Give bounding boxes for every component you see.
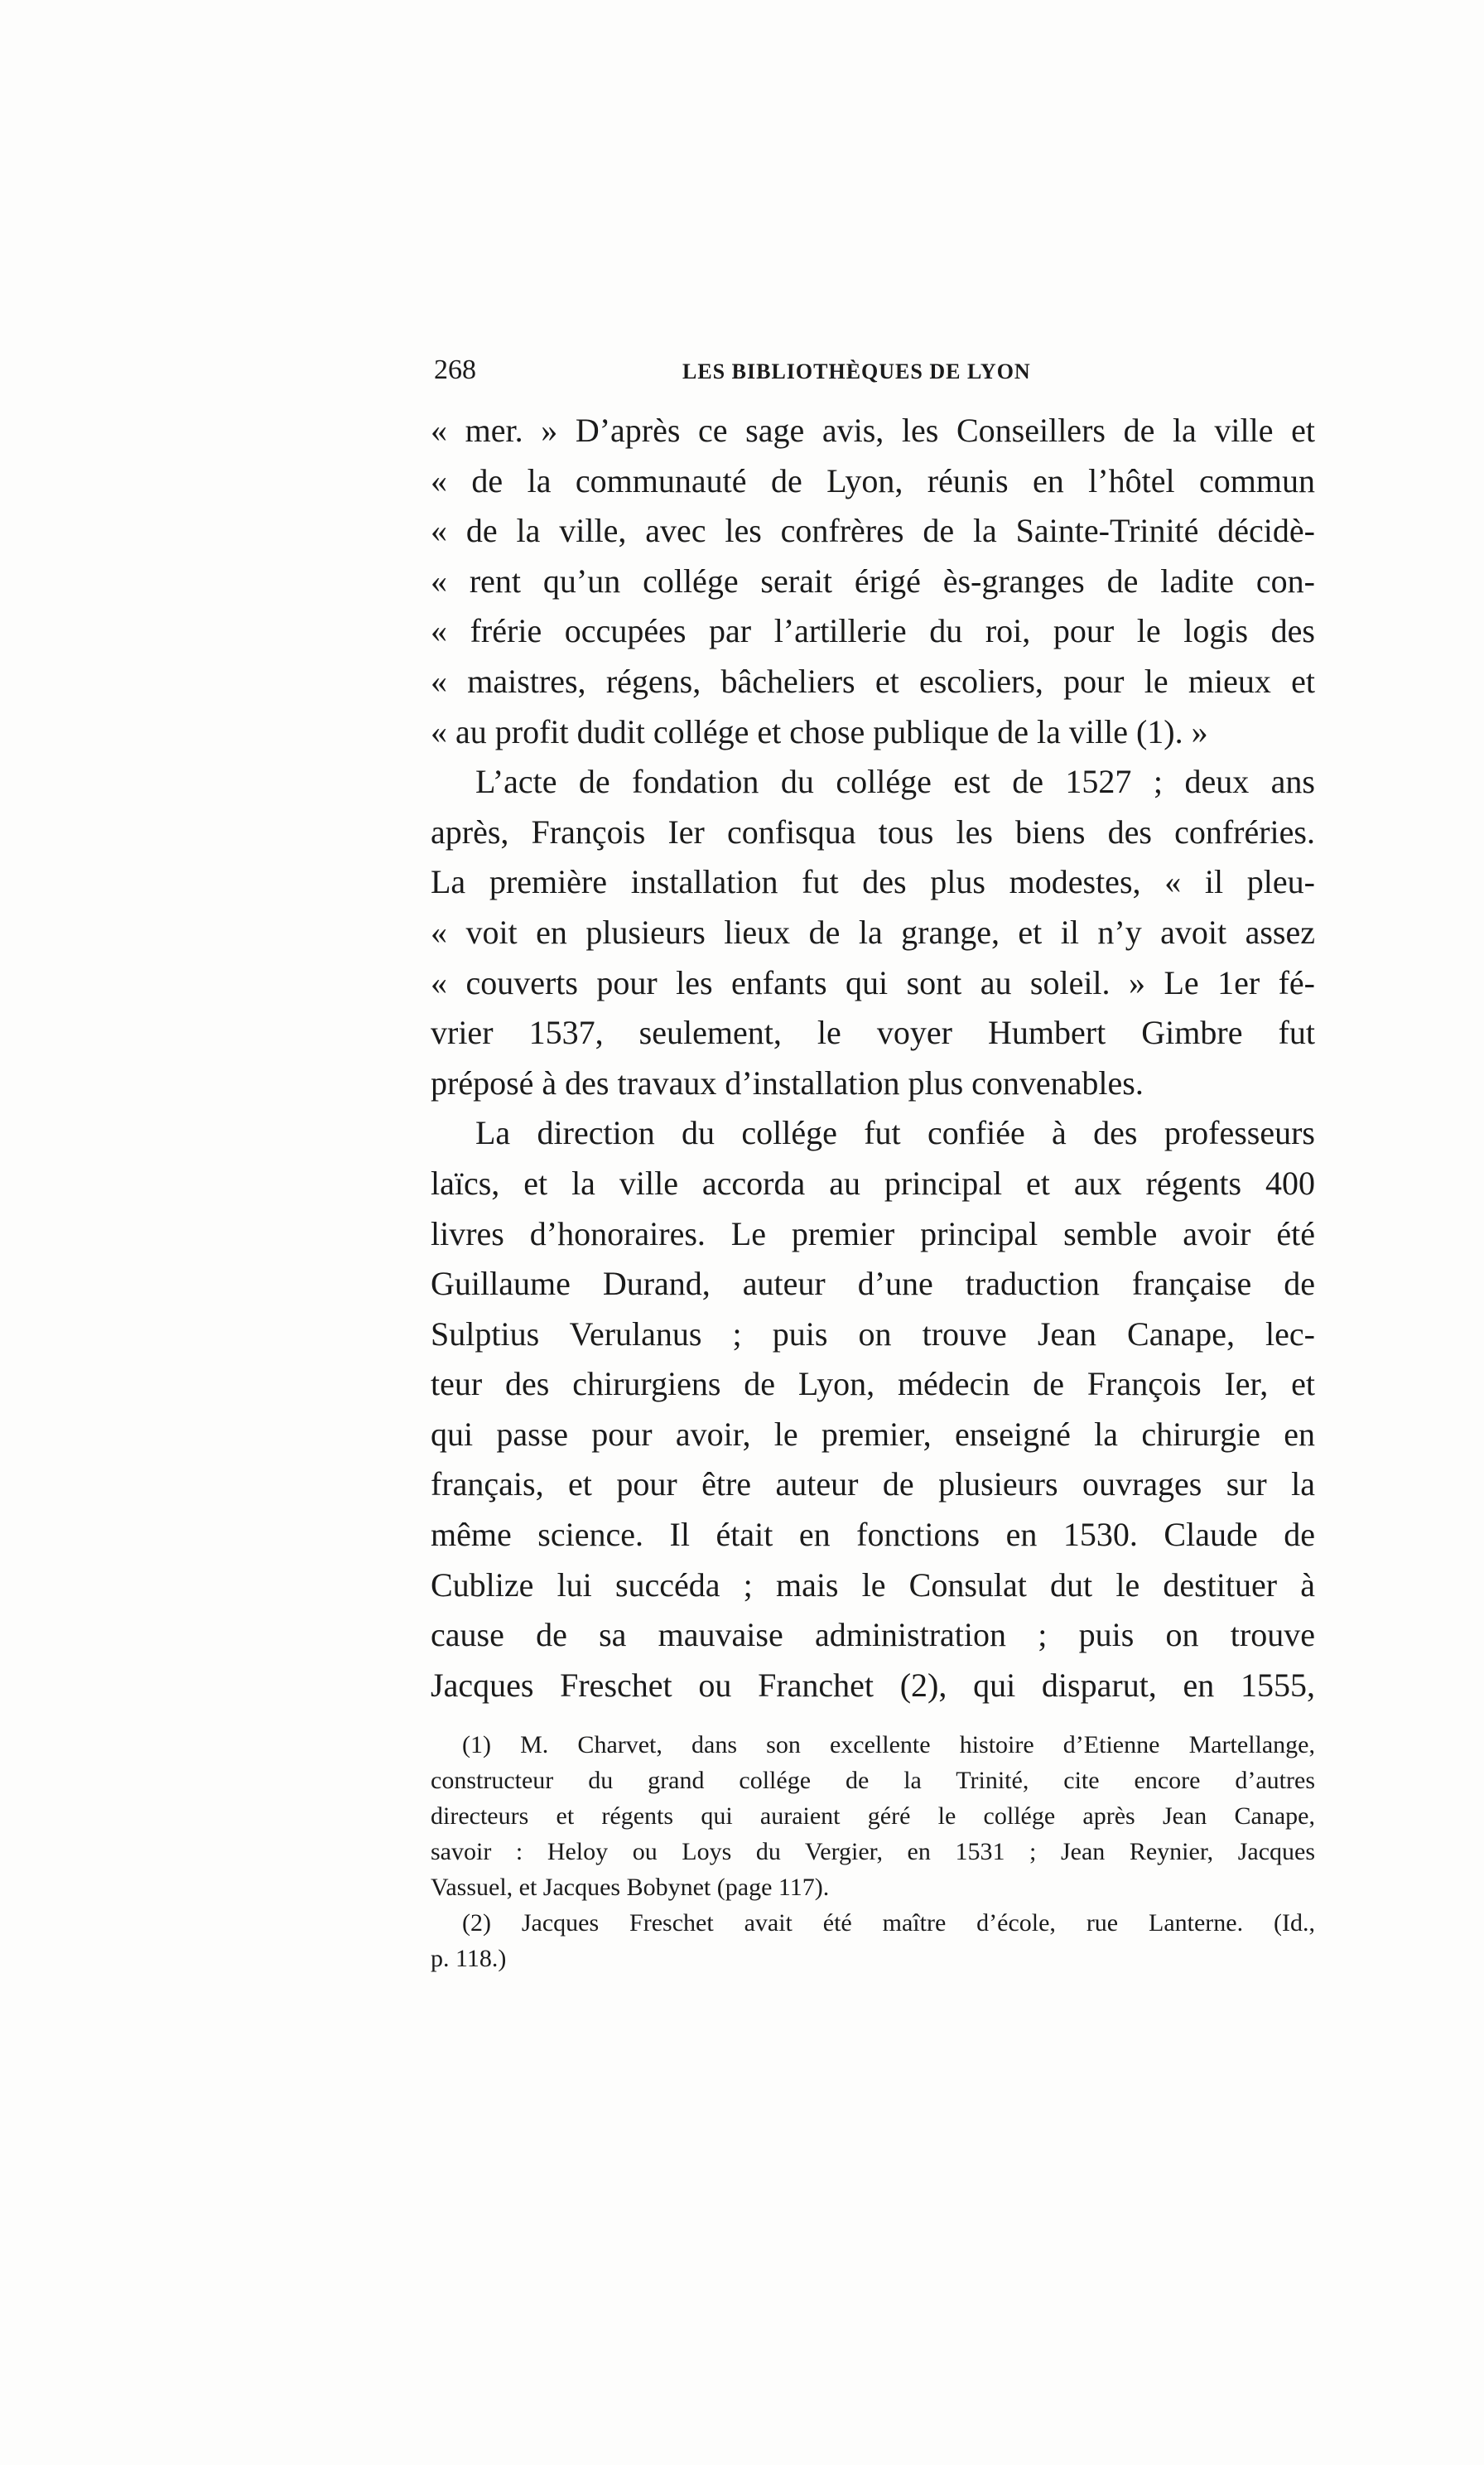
text-line: cause de sa mauvaise administration ; puis on trouve — [431, 1616, 1315, 1654]
text-line: Sulptius Verulanus ; puis on trouve Jean Canape, lec- — [431, 1315, 1315, 1353]
text-line: La direction du collége fut confiée à des professeurs — [475, 1114, 1315, 1152]
text-line: « voit en plusieurs lieux de la grange, et il n’y avoit assez — [431, 913, 1315, 951]
text-line: La première installation fut des plus modestes, « il pleu- — [431, 863, 1315, 901]
footnote-line: directeurs et régents qui auraient géré le collége après Jean Canape, — [431, 1802, 1315, 1830]
main-text — [431, 406, 1315, 1710]
footnotes — [431, 1727, 1315, 1976]
text-line: « maistres, régens, bâcheliers et escoliers, pour le mieux et — [431, 662, 1315, 700]
text-line: « de la ville, avec les confrères de la Sainte-Trinité décidè- — [431, 512, 1315, 550]
page-header — [434, 348, 1080, 398]
running-title: LES BIBLIOTHÈQUES DE LYON — [682, 359, 1031, 383]
footnote-line: (2) Jacques Freschet avait été maître d’école, rue Lanterne. (Id., — [462, 1909, 1315, 1937]
text-line: « frérie occupées par l’artillerie du roi, pour le logis des — [431, 612, 1315, 650]
text-line: « rent qu’un collége serait érigé ès-granges de ladite con- — [431, 562, 1315, 600]
footnote-line: constructeur du grand collége de la Trinité, cite encore d’autres — [431, 1767, 1315, 1794]
page-number: 268 — [434, 355, 476, 385]
footnote-line: p. 118.) — [431, 1945, 507, 1972]
text-line: « couverts pour les enfants qui sont au soleil. » Le 1er fé- — [431, 963, 1315, 1001]
text-line: après, François Ier confisqua tous les biens des confréries. — [431, 813, 1315, 851]
text-line: teur des chirurgiens de Lyon, médecin de François Ier, et — [431, 1365, 1315, 1403]
text-line: vrier 1537, seulement, le voyer Humbert Gimbre fut — [431, 1014, 1315, 1052]
text-line: préposé à des travaux d’installation plus convenables. — [431, 1064, 1144, 1102]
footnote-line: (1) M. Charvet, dans son excellente histoire d’Etienne Martellange, — [462, 1731, 1315, 1758]
text-line: « au profit dudit collége et chose publique de la ville (1). » — [431, 712, 1208, 750]
text-line: « de la communauté de Lyon, réunis en l’hôtel commun — [431, 461, 1315, 499]
text-line: Guillaume Durand, auteur d’une traduction française de — [431, 1265, 1315, 1303]
text-line: livres d’honoraires. Le premier principal semble avoir été — [431, 1214, 1315, 1252]
text-line: « mer. » D’après ce sage avis, les Conseillers de la ville et — [431, 412, 1315, 449]
text-line: français, et pour être auteur de plusieurs ouvrages sur la — [431, 1465, 1315, 1503]
text-line: L’acte de fondation du collége est de 1527 ; deux ans — [475, 763, 1315, 801]
text-line: Jacques Freschet ou Franchet (2), qui disparut, en 1555, — [431, 1666, 1315, 1704]
footnote-line: savoir : Heloy ou Loys du Vergier, en 1531 ; Jean Reynier, Jacques — [431, 1838, 1315, 1865]
text-line: Cublize lui succéda ; mais le Consulat dut le destituer à — [431, 1565, 1315, 1604]
text-line: même science. Il était en fonctions en 1530. Claude de — [431, 1516, 1315, 1554]
text-line: qui passe pour avoir, le premier, enseigné la chirurgie en — [431, 1415, 1315, 1453]
footnote-line: Vassuel, et Jacques Bobynet (page 117). — [431, 1874, 830, 1901]
text-line: laïcs, et la ville accorda au principal et aux régents 400 — [431, 1164, 1315, 1202]
